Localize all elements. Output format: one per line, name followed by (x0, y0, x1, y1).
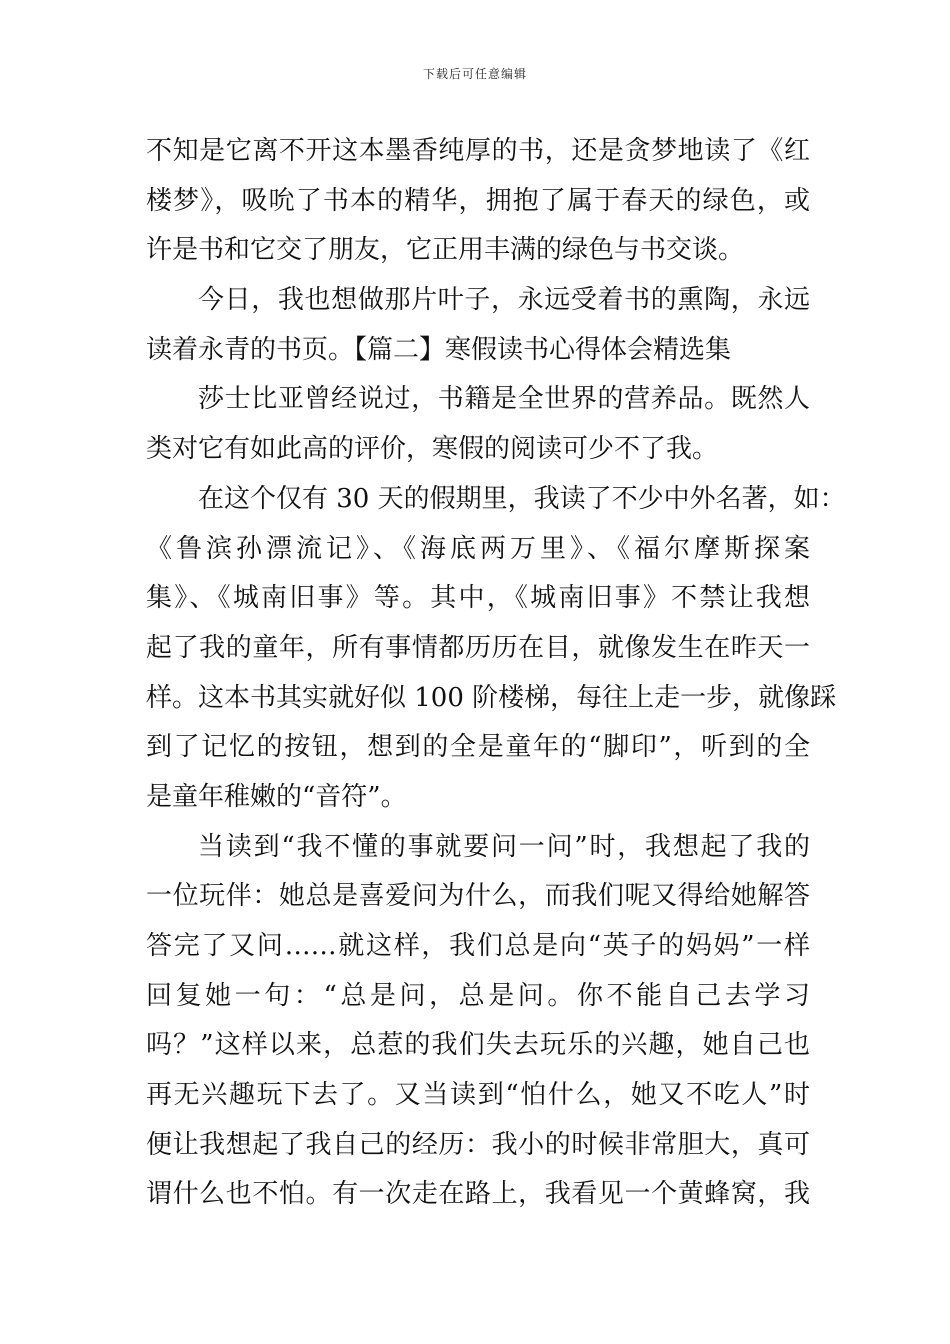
text-line: 许是书和它交了朋友，它正用丰满的绿色与书交谈。 (146, 235, 745, 266)
text-line: 类对它有如此高的评价，寒假的阅读可少不了我。 (146, 434, 719, 465)
text-line: 一位玩伴：她总是喜爱问为什么，而我们呢又得给她解答 (146, 881, 810, 912)
paragraph-start-line: 莎士比亚曾经说过，书籍是全世界的营养品。既然人 (198, 384, 810, 415)
text-line: 集》、《城南旧事》等。其中，《城南旧事》不禁让我想 (146, 583, 810, 614)
text-line: 便让我想起了我自己的经历：我小的时候非常胆大，真可 (146, 1129, 810, 1160)
text-line: 不知是它离不开这本墨香纯厚的书，还是贪梦地读了《红 (146, 136, 810, 166)
page-header-note: 下载后可任意编辑 (422, 67, 527, 81)
text-line: 吗？”这样以来，总惹的我们失去玩乐的兴趣，她自己也 (146, 1030, 810, 1061)
text-line: 样。这本书其实就好似 100 阶楼梯，每往上走一步，就像踩 (146, 682, 837, 713)
text-line: 回复她一句：“总是问，总是问。你不能自己去学习 (146, 980, 810, 1011)
text-line: 是童年稚嫩的“音符”。 (146, 781, 407, 812)
paragraph-start-line: 今日，我也想做那片叶子，永远受着书的熏陶，永远 (198, 285, 810, 316)
text-line: 再无兴趣玩下去了。又当读到“怕什么，她又不吃人”时 (146, 1080, 810, 1111)
document-body (146, 127, 846, 1220)
text-line: 到了记忆的按钮，想到的全是童年的“脚印”，听到的全 (146, 732, 810, 763)
text-line: 读着永青的书页。【篇二】寒假读书心得体会精选集 (146, 334, 732, 365)
paragraph-start-line: 在这个仅有 30 天的假期里，我读了不少中外名著，如： (198, 483, 846, 514)
text-line: 《鲁滨孙漂流记》、《海底两万里》、《福尔摩斯探案 (146, 533, 810, 564)
text-line: 楼梦》，吸吮了书本的精华，拥抱了属于春天的绿色，或 (146, 185, 810, 216)
text-line: 答完了又问……就这样，我们总是向“英子的妈妈”一样 (146, 931, 810, 961)
text-line: 起了我的童年，所有事情都历历在目，就像发生在昨天一 (146, 632, 810, 663)
text-line: 谓什么也不怕。有一次走在路上，我看见一个黄蜂窝，我 (146, 1179, 810, 1210)
paragraph-start-line: 当读到“我不懂的事就要问一问”时，我想起了我的 (198, 831, 810, 862)
